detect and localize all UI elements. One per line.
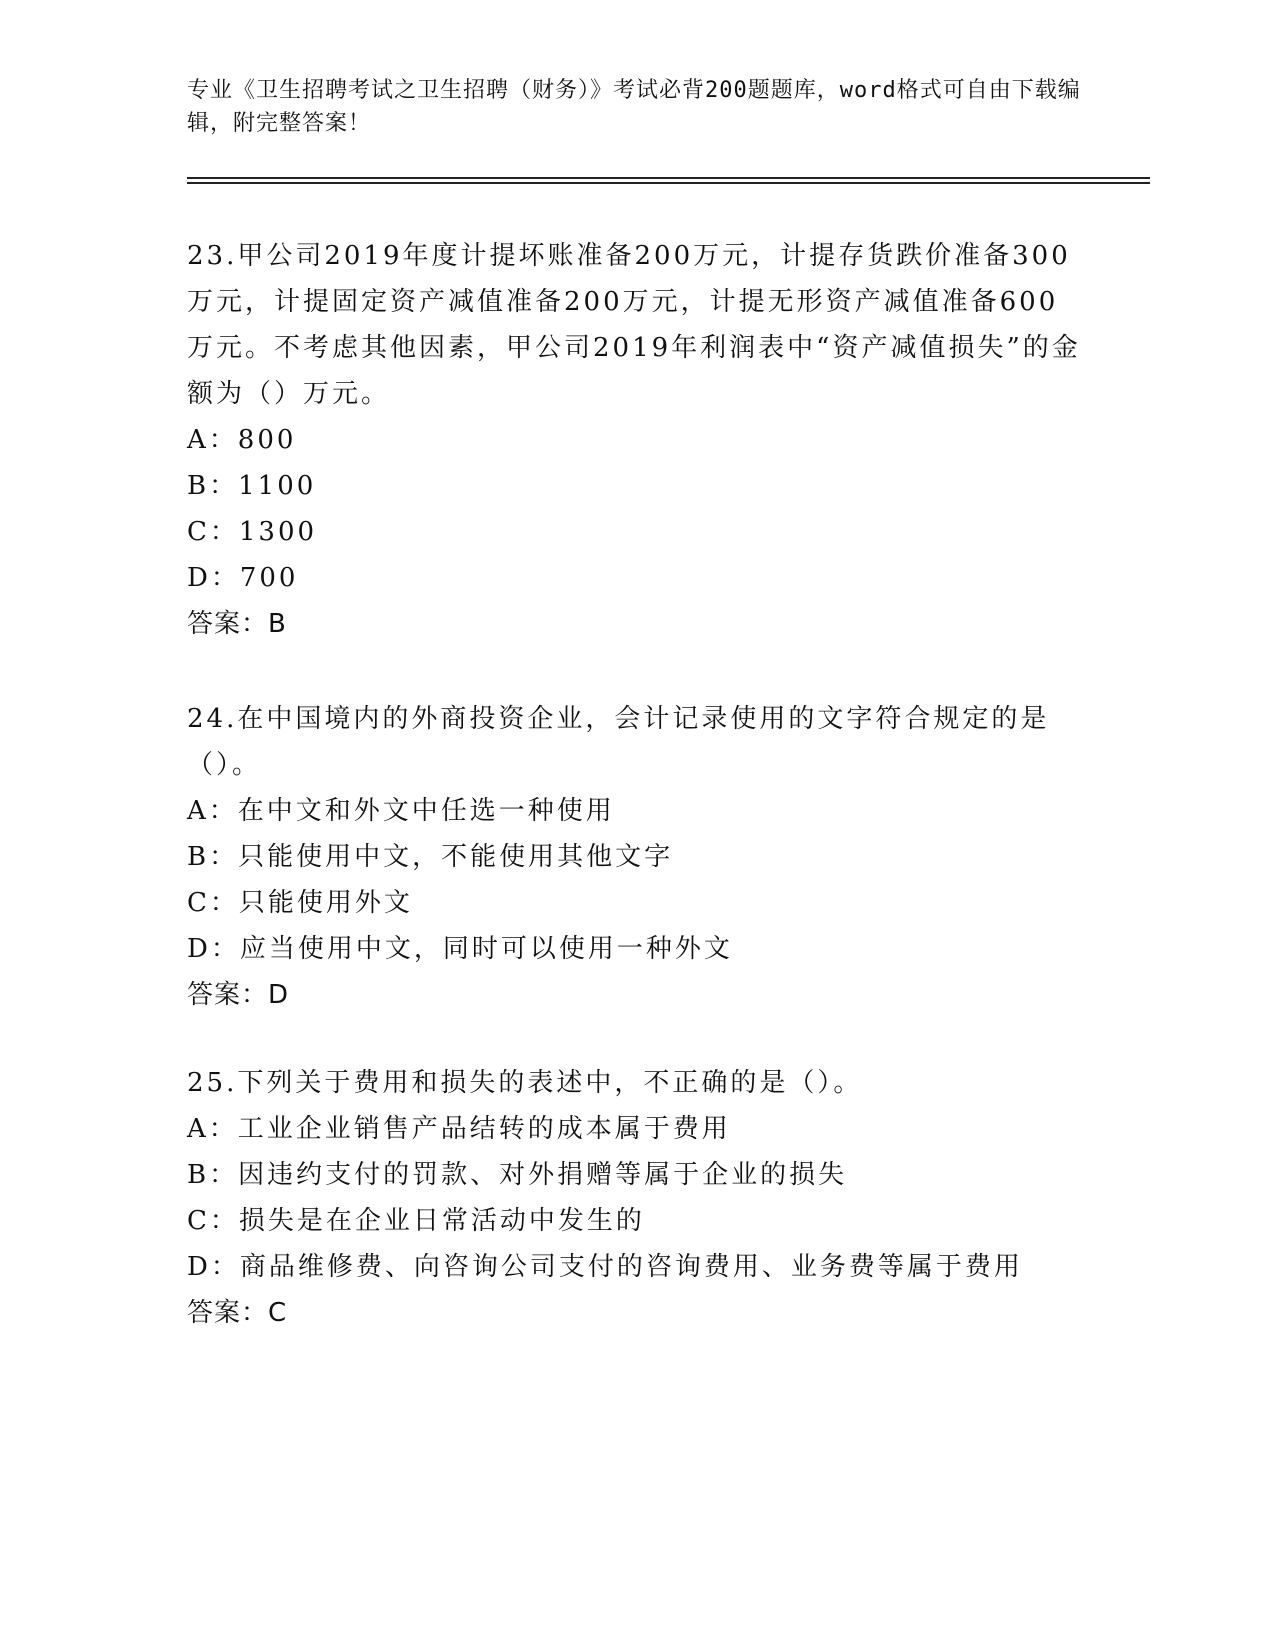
question-24 <box>187 696 1087 1018</box>
question-stem: 23.甲公司2019年度计提坏账准备200万元，计提存货跌价准备300万元，计提固定资产减值准备200万元，计提无形资产减值准备600万元。不考虑其他因素，甲公司2019年利润表中“资产减值损失”的金额为（）万元。 <box>187 241 1081 409</box>
option-b: B：因违约支付的罚款、对外捐赠等属于企业的损失 <box>187 1160 848 1190</box>
option-d: D：700 <box>187 563 299 593</box>
option-a: A：在中文和外文中任选一种使用 <box>187 796 615 826</box>
option-c: C：损失是在企业日常活动中发生的 <box>187 1206 645 1236</box>
option-a: A：800 <box>187 425 297 455</box>
answer-line: 答案：D <box>187 980 290 1010</box>
header-intro-text: 专业《卫生招聘考试之卫生招聘（财务）》考试必背200题题库，word格式可自由下载编辑，附完整答案！ <box>187 78 1081 136</box>
option-b: B：只能使用中文，不能使用其他文字 <box>187 842 674 872</box>
question-23 <box>187 233 1087 647</box>
option-b: B：1100 <box>187 471 317 501</box>
option-c: C：只能使用外文 <box>187 888 413 918</box>
question-stem: 25.下列关于费用和损失的表述中，不正确的是（）。 <box>187 1068 863 1098</box>
option-c: C：1300 <box>187 517 318 547</box>
header-divider-top <box>187 177 1150 179</box>
option-d: D：应当使用中文，同时可以使用一种外文 <box>187 934 733 964</box>
option-a: A：工业企业销售产品结转的成本属于费用 <box>187 1114 731 1144</box>
answer-line: 答案：B <box>187 609 287 639</box>
question-25 <box>187 1060 1087 1336</box>
header-divider-bottom <box>187 182 1150 184</box>
document-header <box>187 74 1087 140</box>
answer-line: 答案：C <box>187 1298 288 1328</box>
question-stem: 24.在中国境内的外商投资企业，会计记录使用的文字符合规定的是（）。 <box>187 704 1050 780</box>
option-d: D：商品维修费、向咨询公司支付的咨询费用、业务费等属于费用 <box>187 1252 1023 1282</box>
